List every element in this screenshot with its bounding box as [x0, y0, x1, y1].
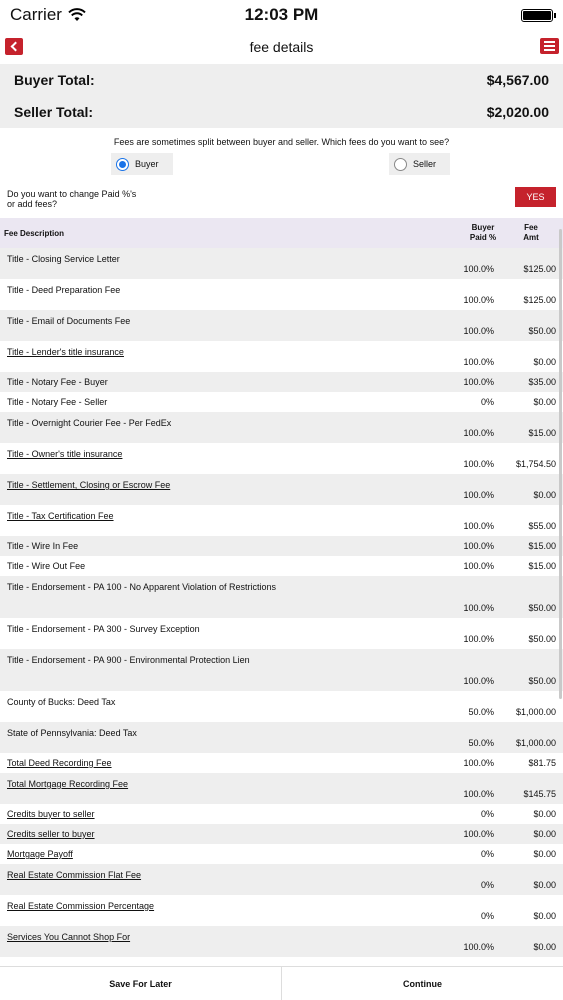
fee-amount: $15.00 [528, 428, 556, 438]
fee-row [0, 576, 563, 618]
fee-row [0, 536, 563, 556]
fee-description: State of Pennsylvania: Deed Tax [7, 728, 137, 738]
fee-description: Title - Email of Documents Fee [7, 316, 131, 326]
change-fees-question: Do you want to change Paid %'s or add fees? [7, 189, 137, 209]
fee-paid-pct: 50.0% [468, 738, 494, 748]
fee-paid-pct: 50.0% [468, 707, 494, 717]
fee-paid-pct: 0% [480, 911, 494, 921]
header-fee-amt: Fee Amt [523, 223, 539, 242]
fee-description-link[interactable]: Mortgage Payoff [7, 849, 73, 859]
fee-description-link[interactable]: Title - Owner's title insurance [7, 449, 123, 459]
seller-radio-label: Seller [413, 159, 437, 169]
fee-row [0, 412, 563, 443]
nav-bar [0, 30, 563, 64]
fee-paid-pct: 0% [480, 809, 494, 819]
fee-amount: $55.00 [528, 521, 556, 531]
fee-row[interactable] [0, 844, 563, 864]
fee-amount: $0.00 [533, 357, 556, 367]
fee-table-body [0, 248, 563, 957]
fee-row [0, 392, 563, 412]
fee-paid-pct: 100.0% [463, 789, 494, 799]
fee-paid-pct: 100.0% [463, 295, 494, 305]
fee-amount: $1,000.00 [515, 707, 556, 717]
fee-paid-pct: 100.0% [463, 561, 494, 571]
fee-paid-pct: 100.0% [463, 357, 494, 367]
fee-description-link[interactable]: Title - Lender's title insurance [7, 347, 124, 357]
fee-paid-pct: 100.0% [463, 377, 494, 387]
status-bar [0, 0, 563, 30]
fee-description-link[interactable]: Title - Settlement, Closing or Escrow Fee [7, 480, 171, 490]
split-question: Fees are sometimes split between buyer and seller. Which fees do you want to see? [113, 137, 450, 147]
fee-amount: $0.00 [533, 397, 556, 407]
carrier-label: Carrier [10, 5, 62, 24]
fee-amount: $1,754.50 [515, 459, 556, 469]
fee-table-header [0, 218, 563, 248]
continue-button[interactable]: Continue [282, 967, 563, 1000]
fee-description-link[interactable]: Total Mortgage Recording Fee [7, 779, 129, 789]
fee-row[interactable] [0, 505, 563, 536]
fee-amount: $0.00 [533, 809, 556, 819]
seller-radio-option[interactable] [389, 153, 450, 175]
fee-amount: $125.00 [523, 264, 556, 274]
fee-paid-pct: 100.0% [463, 264, 494, 274]
fee-row[interactable] [0, 864, 563, 895]
fee-amount: $1,000.00 [515, 738, 556, 748]
fee-description: Title - Wire In Fee [7, 541, 79, 551]
fee-row[interactable] [0, 824, 563, 844]
battery-icon [521, 9, 553, 22]
fee-description: Title - Closing Service Letter [7, 254, 120, 264]
fee-paid-pct: 100.0% [463, 490, 494, 500]
fee-description: Title - Wire Out Fee [7, 561, 86, 571]
fee-description: Title - Deed Preparation Fee [7, 285, 121, 295]
fee-description: Title - Endorsement - PA 900 - Environmental Protection Lien [7, 655, 250, 665]
fee-row[interactable] [0, 804, 563, 824]
fee-amount: $50.00 [528, 603, 556, 613]
fee-description-link[interactable]: Real Estate Commission Percentage [7, 901, 155, 911]
fee-row [0, 310, 563, 341]
fee-row[interactable] [0, 443, 563, 474]
fee-description: Title - Notary Fee - Seller [7, 397, 108, 407]
fee-description-link[interactable]: Credits seller to buyer [7, 829, 95, 839]
fee-paid-pct: 100.0% [463, 603, 494, 613]
fee-paid-pct: 100.0% [463, 541, 494, 551]
header-fee-description: Fee Description [4, 229, 65, 238]
fee-paid-pct: 100.0% [463, 459, 494, 469]
fee-paid-pct: 100.0% [463, 326, 494, 336]
fee-paid-pct: 0% [480, 397, 494, 407]
fee-description: Title - Notary Fee - Buyer [7, 377, 108, 387]
fee-row [0, 556, 563, 576]
fee-row[interactable] [0, 753, 563, 773]
fee-row [0, 649, 563, 691]
seller-total-label: Seller Total: [14, 104, 94, 120]
totals-panel [0, 64, 563, 128]
seller-total-row [14, 96, 549, 128]
buyer-radio-label: Buyer [135, 159, 159, 169]
fee-row [0, 248, 563, 279]
fee-row [0, 372, 563, 392]
fee-row [0, 279, 563, 310]
fee-row[interactable] [0, 895, 563, 926]
fee-amount: $0.00 [533, 942, 556, 952]
fee-amount: $81.75 [528, 758, 556, 768]
fee-amount: $15.00 [528, 541, 556, 551]
fee-paid-pct: 0% [480, 880, 494, 890]
fee-amount: $35.00 [528, 377, 556, 387]
radio-unchecked-icon[interactable] [394, 158, 407, 171]
fee-paid-pct: 100.0% [463, 676, 494, 686]
fee-row[interactable] [0, 926, 563, 957]
footer-bar [0, 966, 563, 1000]
hamburger-icon [544, 41, 555, 43]
fee-amount: $0.00 [533, 880, 556, 890]
menu-button[interactable] [540, 38, 559, 54]
yes-button[interactable]: YES [515, 187, 556, 207]
fee-amount: $0.00 [533, 911, 556, 921]
fee-description: Title - Endorsement - PA 300 - Survey Exception [7, 624, 200, 634]
fee-amount: $125.00 [523, 295, 556, 305]
buyer-total-label: Buyer Total: [14, 72, 95, 88]
clock: 12:03 PM [244, 5, 319, 24]
fee-row[interactable] [0, 773, 563, 804]
fee-amount: $145.75 [523, 789, 556, 799]
fee-description: County of Bucks: Deed Tax [7, 697, 116, 707]
fee-amount: $50.00 [528, 326, 556, 336]
back-button[interactable] [5, 38, 23, 55]
fee-description: Title - Overnight Courier Fee - Per FedEx [7, 418, 172, 428]
split-radio-group [0, 153, 563, 187]
fee-paid-pct: 100.0% [463, 829, 494, 839]
seller-total-amount: $2,020.00 [486, 104, 549, 120]
scrollbar[interactable] [559, 229, 562, 699]
radio-checked-icon[interactable] [116, 158, 129, 171]
buyer-radio-option[interactable] [111, 153, 173, 175]
save-for-later-button[interactable]: Save For Later [0, 967, 282, 1000]
change-fees-row [0, 187, 563, 218]
fee-amount: $15.00 [528, 561, 556, 571]
fee-description-link[interactable]: Credits buyer to seller [7, 809, 95, 819]
fee-paid-pct: 100.0% [463, 521, 494, 531]
fee-paid-pct: 0% [480, 849, 494, 859]
fee-description-link[interactable]: Title - Tax Certification Fee [7, 511, 114, 521]
fee-amount: $50.00 [528, 676, 556, 686]
fee-amount: $0.00 [533, 829, 556, 839]
buyer-total-row [14, 64, 549, 96]
fee-paid-pct: 100.0% [463, 942, 494, 952]
fee-row [0, 722, 563, 753]
fee-paid-pct: 100.0% [463, 428, 494, 438]
fee-row [0, 691, 563, 722]
fee-amount: $0.00 [533, 849, 556, 859]
fee-row[interactable] [0, 341, 563, 372]
fee-paid-pct: 100.0% [463, 634, 494, 644]
header-buyer-paid-pct: Buyer Paid % [469, 223, 497, 242]
fee-row [0, 618, 563, 649]
fee-description-link[interactable]: Real Estate Commission Flat Fee [7, 870, 142, 880]
fee-row[interactable] [0, 474, 563, 505]
fee-amount: $50.00 [528, 634, 556, 644]
fee-description-link[interactable]: Total Deed Recording Fee [7, 758, 112, 768]
fee-description-link[interactable]: Services You Cannot Shop For [7, 932, 131, 942]
fee-paid-pct: 100.0% [463, 758, 494, 768]
buyer-total-amount: $4,567.00 [486, 72, 549, 88]
page-title: fee details [249, 39, 314, 55]
fee-description: Title - Endorsement - PA 100 - No Apparent Violation of Restrictions [7, 582, 276, 592]
fee-amount: $0.00 [533, 490, 556, 500]
